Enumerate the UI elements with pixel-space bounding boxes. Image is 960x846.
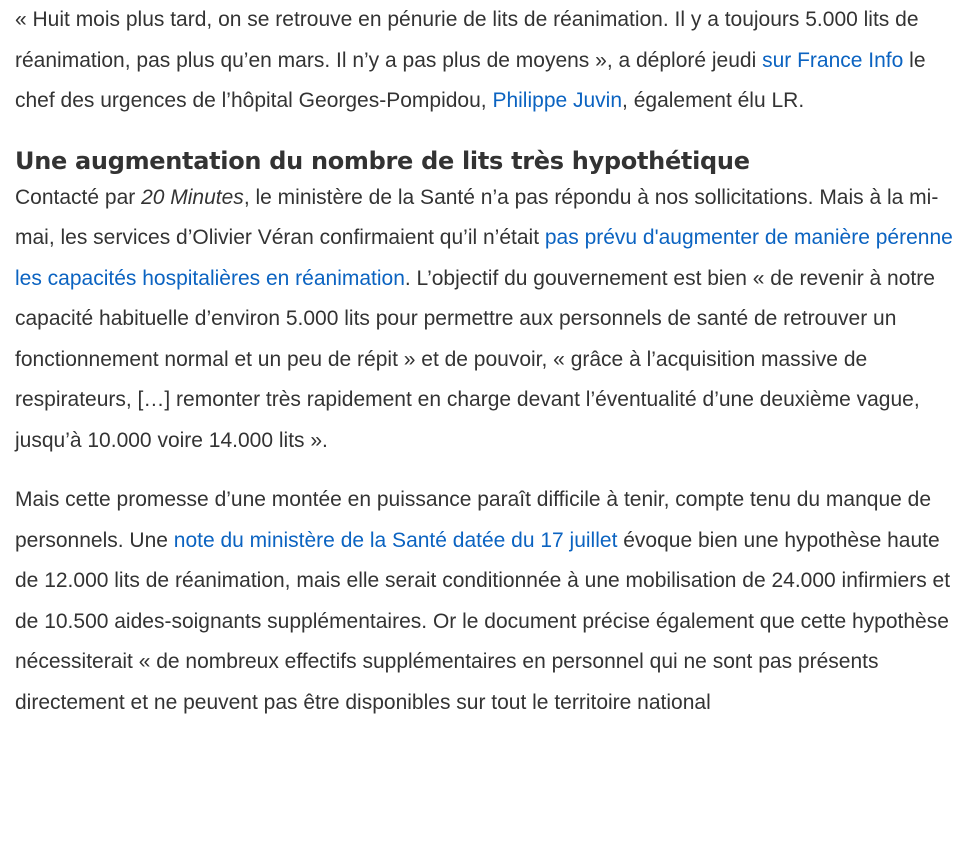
link-france-info[interactable]: sur France Info [762, 48, 904, 72]
link-note-ministere[interactable]: note du ministère de la Santé datée du 17 juillet [173, 528, 618, 552]
paragraph-note-ministere [15, 480, 955, 723]
paragraph-text: . L’objectif du gouvernement est bien « de revenir à notre capacité habituelle d’environ 5.000 lits pour permettre aux personnels de santé de retrouver un fonctionnement normal et un peu de répit » et de pouvoir, « grâce à l’acquisition massive de respirateurs, […] remonter très rapidement en charge devant l’éventualité d’une deuxième vague, jusqu’à 10.000 voire 14.000 lits ». [15, 266, 935, 452]
article-body [15, 0, 955, 723]
paragraph-ministere [15, 178, 955, 462]
paragraph-text: Contacté par [15, 185, 142, 209]
link-capacites-reanimation[interactable]: pas prévu d'augmenter de manière pérenne les capacités hospitalières en réanimation [15, 226, 953, 290]
publication-name: 20 Minutes [141, 185, 244, 209]
link-philippe-juvin[interactable]: Philippe Juvin [492, 89, 623, 112]
paragraph-text: Mais cette promesse d’une montée en puissance paraît difficile à tenir, compte tenu du manque de personnels. Une [15, 488, 931, 552]
paragraph-text: évoque bien une hypothèse haute de 12.000 lits de réanimation, mais elle serait conditionnée à une mobilisation de 24.000 infirmiers et de 10.500 aides-soignants supplémentaires. Or le document précise également que cette hypothèse nécessiterait « de nombreux effectifs supplémentaires en personnel qui ne sont pas présents directement et ne peuvent pas être disponibles sur tout le territoire national [15, 528, 951, 714]
paragraph-text: , également élu LR. [622, 89, 805, 112]
paragraph-text: le chef des urgences de l’hôpital Georges-Pompidou, [15, 48, 926, 112]
paragraph-quote-juvin [15, 0, 955, 122]
section-heading: Une augmentation du nombre de lits très hypothétique [15, 146, 750, 175]
paragraph-text: « Huit mois plus tard, on se retrouve en pénurie de lits de réanimation. Il y a toujours 5.000 lits de réanimation, pas plus qu’en mars. Il n’y a pas plus de moyens », a déploré jeudi [15, 8, 919, 72]
paragraph-text: , le ministère de la Santé n’a pas répondu à nos sollicitations. Mais à la mi-mai, les services d’Olivier Véran confirmaient qu’il n’était [15, 185, 939, 249]
